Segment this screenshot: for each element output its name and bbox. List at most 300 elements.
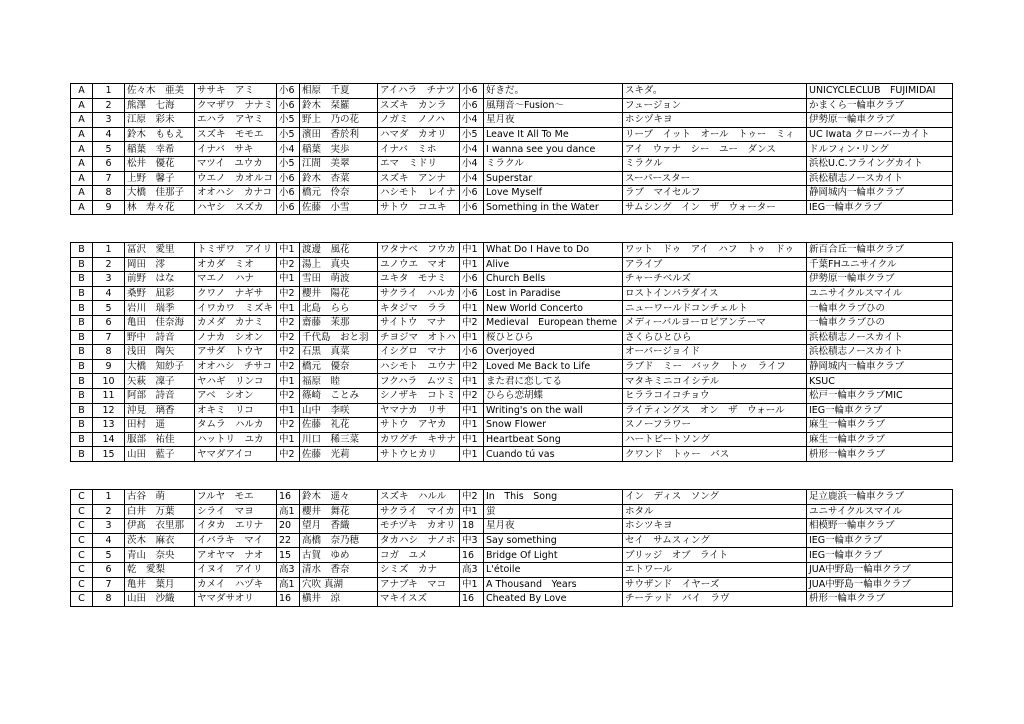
table-row bbox=[71, 200, 953, 215]
song-kana-cell: アライブ bbox=[623, 257, 807, 272]
kana2-cell: モチヅキ カオリ bbox=[378, 519, 460, 534]
name2-cell: 古賀 ゆめ bbox=[300, 548, 378, 563]
song-kana-cell: ホシツキヨ bbox=[623, 519, 807, 534]
kana1-cell: ウエノ カオルコ bbox=[195, 171, 277, 186]
kana1-cell: イワカワ ミズキ bbox=[195, 301, 277, 316]
number-cell: 13 bbox=[93, 418, 125, 433]
club-cell: ユニサイクルスマイル bbox=[807, 504, 953, 519]
song-kana-cell: ホシヅキヨ bbox=[623, 113, 807, 128]
name2-cell: 江間 美翠 bbox=[300, 156, 378, 171]
song-title-cell: New World Concerto bbox=[484, 301, 623, 316]
song-title-cell: また君に恋してる bbox=[484, 374, 623, 389]
name1-cell: 野中 詩音 bbox=[125, 330, 195, 345]
kana1-cell: マエノ ハナ bbox=[195, 272, 277, 287]
number-cell: 8 bbox=[93, 345, 125, 360]
name2-cell: 橋元 優奈 bbox=[300, 359, 378, 374]
number-cell: 15 bbox=[93, 447, 125, 462]
club-cell: IEG一輪車クラブ bbox=[807, 200, 953, 215]
name2-cell: 清水 香奈 bbox=[300, 562, 378, 577]
club-cell: 一輪車クラブひの bbox=[807, 301, 953, 316]
group-cell: B bbox=[71, 301, 93, 316]
song-title-cell: 好きだ。 bbox=[484, 84, 623, 99]
group-cell: A bbox=[71, 186, 93, 201]
kana2-cell: エマ ミドリ bbox=[378, 156, 460, 171]
club-cell: 伊勢原一輪車クラブ bbox=[807, 272, 953, 287]
song-title-cell: Church Bells bbox=[484, 272, 623, 287]
kana2-cell: スズキ ハルル bbox=[378, 490, 460, 505]
group-cell: B bbox=[71, 374, 93, 389]
grade1-cell: 中2 bbox=[277, 418, 300, 433]
name1-cell: 岡田 澪 bbox=[125, 257, 195, 272]
kana2-cell: ハシモト ユウナ bbox=[378, 359, 460, 374]
grade2-cell: 中1 bbox=[460, 301, 484, 316]
song-title-cell: Medieval European theme bbox=[484, 315, 623, 330]
name2-cell: 千代島 おと羽 bbox=[300, 330, 378, 345]
song-kana-cell: ハートビートソング bbox=[623, 432, 807, 447]
kana1-cell: イヌイ アイリ bbox=[195, 562, 277, 577]
club-cell: 浜松積志ノースカイト bbox=[807, 345, 953, 360]
table-row bbox=[71, 418, 953, 433]
name1-cell: 林 寿々花 bbox=[125, 200, 195, 215]
song-kana-cell: ワット ドゥ アイ ハフ トゥ ドゥ bbox=[623, 243, 807, 258]
name1-cell: 前野 はな bbox=[125, 272, 195, 287]
table-row bbox=[71, 548, 953, 563]
kana1-cell: フルヤ モエ bbox=[195, 490, 277, 505]
song-title-cell: What Do I Have to Do bbox=[484, 243, 623, 258]
grade1-cell: 小5 bbox=[277, 127, 300, 142]
group-cell: B bbox=[71, 418, 93, 433]
club-cell: 麻生一輪車クラブ bbox=[807, 432, 953, 447]
kana2-cell: カワグチ キサナ bbox=[378, 432, 460, 447]
name2-cell: 濱田 香於利 bbox=[300, 127, 378, 142]
group-cell: A bbox=[71, 156, 93, 171]
group-cell: B bbox=[71, 359, 93, 374]
group-cell: B bbox=[71, 388, 93, 403]
number-cell: 2 bbox=[93, 98, 125, 113]
name1-cell: 矢萩 凜子 bbox=[125, 374, 195, 389]
name2-cell: 鈴木 杏菜 bbox=[300, 171, 378, 186]
number-cell: 6 bbox=[93, 315, 125, 330]
song-title-cell: Lost in Paradise bbox=[484, 286, 623, 301]
club-cell: UC Iwata クローバーカイト bbox=[807, 127, 953, 142]
name1-cell: 乾 愛梨 bbox=[125, 562, 195, 577]
name1-cell: 田村 遥 bbox=[125, 418, 195, 433]
kana1-cell: ヤマダアイコ bbox=[195, 447, 277, 462]
kana1-cell: クワノ ナギサ bbox=[195, 286, 277, 301]
grade1-cell: 高1 bbox=[277, 504, 300, 519]
song-kana-cell: ミラクル bbox=[623, 156, 807, 171]
entries-table-b bbox=[70, 242, 953, 462]
kana2-cell: ヤマナカ リサ bbox=[378, 403, 460, 418]
group-cell: A bbox=[71, 98, 93, 113]
kana2-cell: アイハラ チナツ bbox=[378, 84, 460, 99]
grade1-cell: 高1 bbox=[277, 577, 300, 592]
name2-cell: 齋藤 茉那 bbox=[300, 315, 378, 330]
number-cell: 9 bbox=[93, 200, 125, 215]
name1-cell: 青山 奈央 bbox=[125, 548, 195, 563]
name1-cell: 山田 藍子 bbox=[125, 447, 195, 462]
kana1-cell: ヤマダサオリ bbox=[195, 592, 277, 607]
club-cell: 静岡城内一輪車クラブ bbox=[807, 186, 953, 201]
kana1-cell: タムラ ハルカ bbox=[195, 418, 277, 433]
song-kana-cell: アイ ウァナ シー ユー ダンス bbox=[623, 142, 807, 157]
number-cell: 3 bbox=[93, 519, 125, 534]
number-cell: 6 bbox=[93, 156, 125, 171]
name1-cell: 浅田 陶矢 bbox=[125, 345, 195, 360]
kana2-cell: ユキタ モナミ bbox=[378, 272, 460, 287]
kana1-cell: アサダ トウヤ bbox=[195, 345, 277, 360]
number-cell: 5 bbox=[93, 142, 125, 157]
name2-cell: 高橋 奈乃穂 bbox=[300, 533, 378, 548]
grade1-cell: 小6 bbox=[277, 171, 300, 186]
table-row bbox=[71, 432, 953, 447]
club-cell: IEG一輪車クラブ bbox=[807, 548, 953, 563]
song-title-cell: Something in the Water bbox=[484, 200, 623, 215]
grade1-cell: 中2 bbox=[277, 330, 300, 345]
kana2-cell: イシグロ マナ bbox=[378, 345, 460, 360]
grade2-cell: 中1 bbox=[460, 257, 484, 272]
kana2-cell: タカハシ ナノホ bbox=[378, 533, 460, 548]
name1-cell: 亀田 佳奈海 bbox=[125, 315, 195, 330]
club-cell: ドルフィン･リング bbox=[807, 142, 953, 157]
number-cell: 14 bbox=[93, 432, 125, 447]
group-cell: B bbox=[71, 330, 93, 345]
grade1-cell: 高3 bbox=[277, 562, 300, 577]
name1-cell: 亀井 葉月 bbox=[125, 577, 195, 592]
grade1-cell: 22 bbox=[277, 533, 300, 548]
club-cell: 枡形一輪車クラブ bbox=[807, 592, 953, 607]
grade2-cell: 中2 bbox=[460, 388, 484, 403]
name1-cell: 鈴木 ももえ bbox=[125, 127, 195, 142]
song-title-cell: Loved Me Back to Life bbox=[484, 359, 623, 374]
kana1-cell: オキミ リコ bbox=[195, 403, 277, 418]
kana2-cell: サトウ コユキ bbox=[378, 200, 460, 215]
kana2-cell: アナブキ マコ bbox=[378, 577, 460, 592]
club-cell: UNICYCLECLUB FUJIMIDAI bbox=[807, 84, 953, 99]
kana2-cell: マキイスズ bbox=[378, 592, 460, 607]
number-cell: 5 bbox=[93, 301, 125, 316]
name2-cell: 福原 睦 bbox=[300, 374, 378, 389]
kana2-cell: サトウ アヤカ bbox=[378, 418, 460, 433]
grade1-cell: 中1 bbox=[277, 243, 300, 258]
number-cell: 1 bbox=[93, 243, 125, 258]
name2-cell: 鈴木 栞羅 bbox=[300, 98, 378, 113]
song-title-cell: Snow Flower bbox=[484, 418, 623, 433]
club-cell: IEG一輪車クラブ bbox=[807, 403, 953, 418]
grade1-cell: 小5 bbox=[277, 156, 300, 171]
club-cell: JUA中野島一輪車クラブ bbox=[807, 562, 953, 577]
kana1-cell: イバラキ マイ bbox=[195, 533, 277, 548]
number-cell: 3 bbox=[93, 272, 125, 287]
song-kana-cell: ヒララコイコチョウ bbox=[623, 388, 807, 403]
grade2-cell: 中2 bbox=[460, 359, 484, 374]
grade2-cell: 中2 bbox=[460, 490, 484, 505]
kana1-cell: ハヤシ スズカ bbox=[195, 200, 277, 215]
table-row bbox=[71, 257, 953, 272]
number-cell: 8 bbox=[93, 186, 125, 201]
number-cell: 1 bbox=[93, 84, 125, 99]
kana1-cell: シライ マヨ bbox=[195, 504, 277, 519]
table-row bbox=[71, 84, 953, 99]
table-row bbox=[71, 243, 953, 258]
group-cell: B bbox=[71, 257, 93, 272]
name2-cell: 山中 李咲 bbox=[300, 403, 378, 418]
kana1-cell: ササキ アミ bbox=[195, 84, 277, 99]
number-cell: 10 bbox=[93, 374, 125, 389]
table-row bbox=[71, 447, 953, 462]
number-cell: 4 bbox=[93, 533, 125, 548]
name2-cell: 北島 らら bbox=[300, 301, 378, 316]
song-title-cell: Overjoyed bbox=[484, 345, 623, 360]
grade1-cell: 小6 bbox=[277, 200, 300, 215]
name1-cell: 伊髙 衣里那 bbox=[125, 519, 195, 534]
table-row bbox=[71, 592, 953, 607]
table-row bbox=[71, 186, 953, 201]
number-cell: 12 bbox=[93, 403, 125, 418]
song-kana-cell: オーバージョイド bbox=[623, 345, 807, 360]
song-kana-cell: スキダ。 bbox=[623, 84, 807, 99]
kana1-cell: アオヤマ ナオ bbox=[195, 548, 277, 563]
club-cell: 松戸一輪車クラブMIC bbox=[807, 388, 953, 403]
kana2-cell: ノガミ ノノハ bbox=[378, 113, 460, 128]
number-cell: 11 bbox=[93, 388, 125, 403]
group-cell: A bbox=[71, 113, 93, 128]
name1-cell: 阿部 詩音 bbox=[125, 388, 195, 403]
song-kana-cell: マタキミニコイシテル bbox=[623, 374, 807, 389]
kana2-cell: サクライ マイカ bbox=[378, 504, 460, 519]
table-row bbox=[71, 388, 953, 403]
song-title-cell: L'étoile bbox=[484, 562, 623, 577]
song-kana-cell: セイ サムスィング bbox=[623, 533, 807, 548]
table-row bbox=[71, 374, 953, 389]
name1-cell: 白井 万葉 bbox=[125, 504, 195, 519]
name1-cell: 江原 彩未 bbox=[125, 113, 195, 128]
name2-cell: 川口 稀三菜 bbox=[300, 432, 378, 447]
table-row bbox=[71, 301, 953, 316]
kana1-cell: オカダ ミオ bbox=[195, 257, 277, 272]
name2-cell: 佐藤 小雪 bbox=[300, 200, 378, 215]
song-title-cell: I wanna see you dance bbox=[484, 142, 623, 157]
table-row bbox=[71, 403, 953, 418]
song-kana-cell: チーテッド バイ ラヴ bbox=[623, 592, 807, 607]
song-kana-cell: スーパースター bbox=[623, 171, 807, 186]
song-kana-cell: サウザンド イヤーズ bbox=[623, 577, 807, 592]
group-cell: A bbox=[71, 84, 93, 99]
kana1-cell: イナバ サキ bbox=[195, 142, 277, 157]
song-kana-cell: チャーチベルズ bbox=[623, 272, 807, 287]
song-title-cell: Heartbeat Song bbox=[484, 432, 623, 447]
number-cell: 4 bbox=[93, 127, 125, 142]
group-cell: A bbox=[71, 127, 93, 142]
grade2-cell: 中1 bbox=[460, 243, 484, 258]
grade2-cell: 中1 bbox=[460, 504, 484, 519]
group-cell: C bbox=[71, 519, 93, 534]
grade2-cell: 中1 bbox=[460, 374, 484, 389]
group-cell: B bbox=[71, 315, 93, 330]
kana2-cell: サイトウ マナ bbox=[378, 315, 460, 330]
grade2-cell: 16 bbox=[460, 548, 484, 563]
table-row bbox=[71, 504, 953, 519]
grade2-cell: 小6 bbox=[460, 98, 484, 113]
name2-cell: 石黒 真菜 bbox=[300, 345, 378, 360]
name1-cell: 山田 沙織 bbox=[125, 592, 195, 607]
number-cell: 3 bbox=[93, 113, 125, 128]
grade2-cell: 小6 bbox=[460, 272, 484, 287]
grade2-cell: 16 bbox=[460, 592, 484, 607]
club-cell: 浜松積志ノースカイト bbox=[807, 330, 953, 345]
grade1-cell: 中2 bbox=[277, 257, 300, 272]
name2-cell: 湯上 真央 bbox=[300, 257, 378, 272]
song-title-cell: 星月夜 bbox=[484, 113, 623, 128]
grade2-cell: 小6 bbox=[460, 200, 484, 215]
entries-table-c bbox=[70, 489, 953, 607]
kana2-cell: スズキ カンラ bbox=[378, 98, 460, 113]
number-cell: 7 bbox=[93, 171, 125, 186]
song-title-cell: Alive bbox=[484, 257, 623, 272]
grade1-cell: 中1 bbox=[277, 432, 300, 447]
grade1-cell: 中1 bbox=[277, 403, 300, 418]
table-row bbox=[71, 142, 953, 157]
song-kana-cell: リーブ イット オール トゥー ミィ bbox=[623, 127, 807, 142]
name1-cell: 沖見 璃香 bbox=[125, 403, 195, 418]
number-cell: 1 bbox=[93, 490, 125, 505]
name1-cell: 冨沢 愛里 bbox=[125, 243, 195, 258]
name2-cell: 穴吹 真湖 bbox=[300, 577, 378, 592]
kana1-cell: カメダ カナミ bbox=[195, 315, 277, 330]
name1-cell: 桑野 凪彩 bbox=[125, 286, 195, 301]
grade2-cell: 中1 bbox=[460, 577, 484, 592]
group-cell: A bbox=[71, 142, 93, 157]
kana2-cell: キタジマ ララ bbox=[378, 301, 460, 316]
song-kana-cell: ラブド ミー バック トゥ ライフ bbox=[623, 359, 807, 374]
kana1-cell: ノナカ シオン bbox=[195, 330, 277, 345]
group-cell: B bbox=[71, 432, 93, 447]
grade2-cell: 小4 bbox=[460, 156, 484, 171]
table-row bbox=[71, 359, 953, 374]
grade2-cell: 中3 bbox=[460, 533, 484, 548]
name2-cell: 渡邊 風花 bbox=[300, 243, 378, 258]
club-cell: 新百合丘一輪車クラブ bbox=[807, 243, 953, 258]
kana1-cell: ヤハギ リンコ bbox=[195, 374, 277, 389]
song-kana-cell: ラブ マイセルフ bbox=[623, 186, 807, 201]
kana1-cell: マツイ ユウカ bbox=[195, 156, 277, 171]
club-cell: IEG一輪車クラブ bbox=[807, 533, 953, 548]
grade2-cell: 小4 bbox=[460, 171, 484, 186]
table-row bbox=[71, 113, 953, 128]
kana1-cell: イタカ エリナ bbox=[195, 519, 277, 534]
kana2-cell: サトウヒカリ bbox=[378, 447, 460, 462]
name2-cell: 野上 乃の花 bbox=[300, 113, 378, 128]
group-cell: C bbox=[71, 562, 93, 577]
table-row bbox=[71, 533, 953, 548]
name2-cell: 望月 香織 bbox=[300, 519, 378, 534]
grade2-cell: 中2 bbox=[460, 315, 484, 330]
grade1-cell: 小6 bbox=[277, 186, 300, 201]
kana2-cell: チヨジマ オトハ bbox=[378, 330, 460, 345]
number-cell: 6 bbox=[93, 562, 125, 577]
kana2-cell: コガ ユメ bbox=[378, 548, 460, 563]
name1-cell: 熊澤 七海 bbox=[125, 98, 195, 113]
name2-cell: 橋元 伶奈 bbox=[300, 186, 378, 201]
club-cell: 浜松U.C.フライングカイト bbox=[807, 156, 953, 171]
grade1-cell: 16 bbox=[277, 490, 300, 505]
name2-cell: 槇井 涼 bbox=[300, 592, 378, 607]
group-cell: C bbox=[71, 592, 93, 607]
name2-cell: 佐藤 礼花 bbox=[300, 418, 378, 433]
song-title-cell: 星月夜 bbox=[484, 519, 623, 534]
group-cell: B bbox=[71, 447, 93, 462]
group-cell: C bbox=[71, 533, 93, 548]
grade1-cell: 中2 bbox=[277, 345, 300, 360]
kana2-cell: ハシモト レイナ bbox=[378, 186, 460, 201]
number-cell: 4 bbox=[93, 286, 125, 301]
entries-table-a bbox=[70, 83, 953, 215]
name1-cell: 大橋 知紗子 bbox=[125, 359, 195, 374]
grade1-cell: 中2 bbox=[277, 388, 300, 403]
song-title-cell: In This Song bbox=[484, 490, 623, 505]
song-title-cell: Cuando tú vas bbox=[484, 447, 623, 462]
name1-cell: 佐々木 亜美 bbox=[125, 84, 195, 99]
grade2-cell: 中1 bbox=[460, 447, 484, 462]
club-cell: かまくら一輪車クラブ bbox=[807, 98, 953, 113]
grade1-cell: 中1 bbox=[277, 374, 300, 389]
grade2-cell: 小6 bbox=[460, 345, 484, 360]
kana2-cell: シミズ カナ bbox=[378, 562, 460, 577]
kana2-cell: フクハラ ムツミ bbox=[378, 374, 460, 389]
grade1-cell: 16 bbox=[277, 592, 300, 607]
club-cell: JUA中野島一輪車クラブ bbox=[807, 577, 953, 592]
song-title-cell: Leave It All To Me bbox=[484, 127, 623, 142]
club-cell: 千葉FHユニサイクル bbox=[807, 257, 953, 272]
song-kana-cell: ホタル bbox=[623, 504, 807, 519]
name2-cell: 佐藤 光莉 bbox=[300, 447, 378, 462]
grade2-cell: 小4 bbox=[460, 113, 484, 128]
kana2-cell: イナバ ミホ bbox=[378, 142, 460, 157]
number-cell: 2 bbox=[93, 257, 125, 272]
grade2-cell: 18 bbox=[460, 519, 484, 534]
name1-cell: 古谷 萌 bbox=[125, 490, 195, 505]
song-kana-cell: ライティングス オン ザ ウォール bbox=[623, 403, 807, 418]
grade1-cell: 15 bbox=[277, 548, 300, 563]
kana1-cell: トミザワ アイリ bbox=[195, 243, 277, 258]
club-cell: 浜松積志ノースカイト bbox=[807, 171, 953, 186]
kana2-cell: ワタナベ フウカ bbox=[378, 243, 460, 258]
song-title-cell: Love Myself bbox=[484, 186, 623, 201]
grade2-cell: 小6 bbox=[460, 84, 484, 99]
name2-cell: 鈴木 遥々 bbox=[300, 490, 378, 505]
number-cell: 7 bbox=[93, 577, 125, 592]
club-cell: 足立鹿浜一輪車クラブ bbox=[807, 490, 953, 505]
kana1-cell: エハラ アヤミ bbox=[195, 113, 277, 128]
club-cell: 麻生一輪車クラブ bbox=[807, 418, 953, 433]
kana1-cell: アベ シオン bbox=[195, 388, 277, 403]
table-row bbox=[71, 490, 953, 505]
table-row bbox=[71, 315, 953, 330]
group-cell: B bbox=[71, 243, 93, 258]
club-cell: KSUC bbox=[807, 374, 953, 389]
group-cell: A bbox=[71, 171, 93, 186]
grade1-cell: 中2 bbox=[277, 315, 300, 330]
song-title-cell: Cheated By Love bbox=[484, 592, 623, 607]
name1-cell: 上野 馨子 bbox=[125, 171, 195, 186]
grade2-cell: 中1 bbox=[460, 330, 484, 345]
group-cell: C bbox=[71, 490, 93, 505]
song-title-cell: A Thousand Years bbox=[484, 577, 623, 592]
name1-cell: 松井 優花 bbox=[125, 156, 195, 171]
name2-cell: 稲葉 実歩 bbox=[300, 142, 378, 157]
name1-cell: 服部 祐佳 bbox=[125, 432, 195, 447]
song-kana-cell: サムシング イン ザ ウォーター bbox=[623, 200, 807, 215]
